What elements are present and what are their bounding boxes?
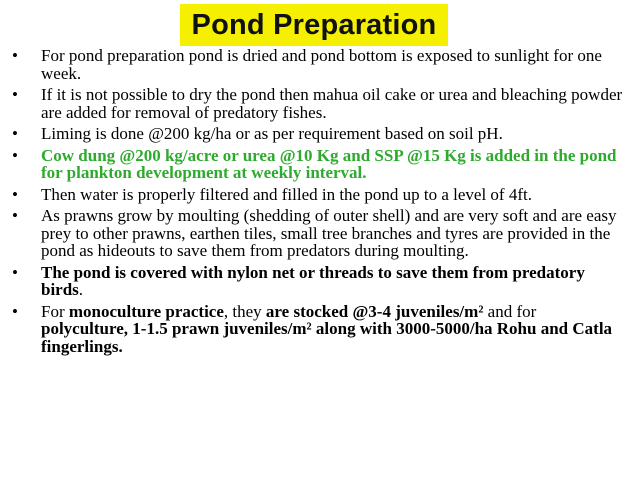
bullet-item <box>12 86 626 121</box>
bullet-text-highlighted: Cow dung @200 kg/acre or urea @10 Kg and SSP @15 Kg is added in the pond for plankton development at weekly interval. <box>41 145 617 182</box>
bullet-item <box>12 47 626 82</box>
bullet-item <box>12 264 626 299</box>
bullet-icon: • <box>12 85 18 104</box>
bullet-icon: • <box>12 145 18 165</box>
bullet-item <box>12 186 626 204</box>
bullet-text-part: For <box>41 301 69 321</box>
bullet-icon: • <box>12 301 18 321</box>
bullet-item <box>12 207 626 260</box>
bullet-icon: • <box>12 184 18 204</box>
bullet-icon: • <box>12 124 18 143</box>
bullet-text-tail: . <box>78 280 84 299</box>
bullet-icon: • <box>12 262 18 282</box>
bullet-icon: • <box>12 206 18 225</box>
bullet-text-bold: The pond is covered with nylon net or threads to save them from predatory birds <box>41 262 585 299</box>
bullet-item <box>12 303 626 356</box>
bullet-text: Liming is done @200 kg/ha or as per requirement based on soil pH. <box>41 124 503 143</box>
bullet-icon: • <box>12 46 18 65</box>
bullet-text-bold: are stocked @3-4 juveniles/m² <box>265 301 484 321</box>
bullet-list <box>12 47 626 359</box>
slide-title: Pond Preparation <box>191 8 437 41</box>
bullet-text: Then water is properly filtered and filled in the pond up to a level of 4ft. <box>41 184 532 204</box>
bullet-text-bold: polyculture, 1-1.5 prawn juveniles/m² along with 3000-5000/ha Rohu and Catla fingerlings. <box>41 319 613 356</box>
bullet-text-part: , they <box>223 301 266 321</box>
bullet-item-highlighted <box>12 147 626 182</box>
bullet-text: As prawns grow by moulting (shedding of outer shell) and are very soft and are easy prey to other prawns, earthen tiles, small tree branches and tyres are provided in the pond as hideouts to save them from predators during moulting. <box>41 206 617 260</box>
bullet-text: For pond preparation pond is dried and pond bottom is exposed to sunlight for one week. <box>41 46 602 83</box>
title-bar <box>180 4 448 46</box>
bullet-text-bold: monoculture practice <box>68 301 224 321</box>
bullet-text: If it is not possible to dry the pond then mahua oil cake or urea and bleaching powder are added for removal of predatory fishes. <box>41 85 623 122</box>
bullet-text-part: and for <box>483 301 537 321</box>
bullet-item <box>12 125 626 143</box>
